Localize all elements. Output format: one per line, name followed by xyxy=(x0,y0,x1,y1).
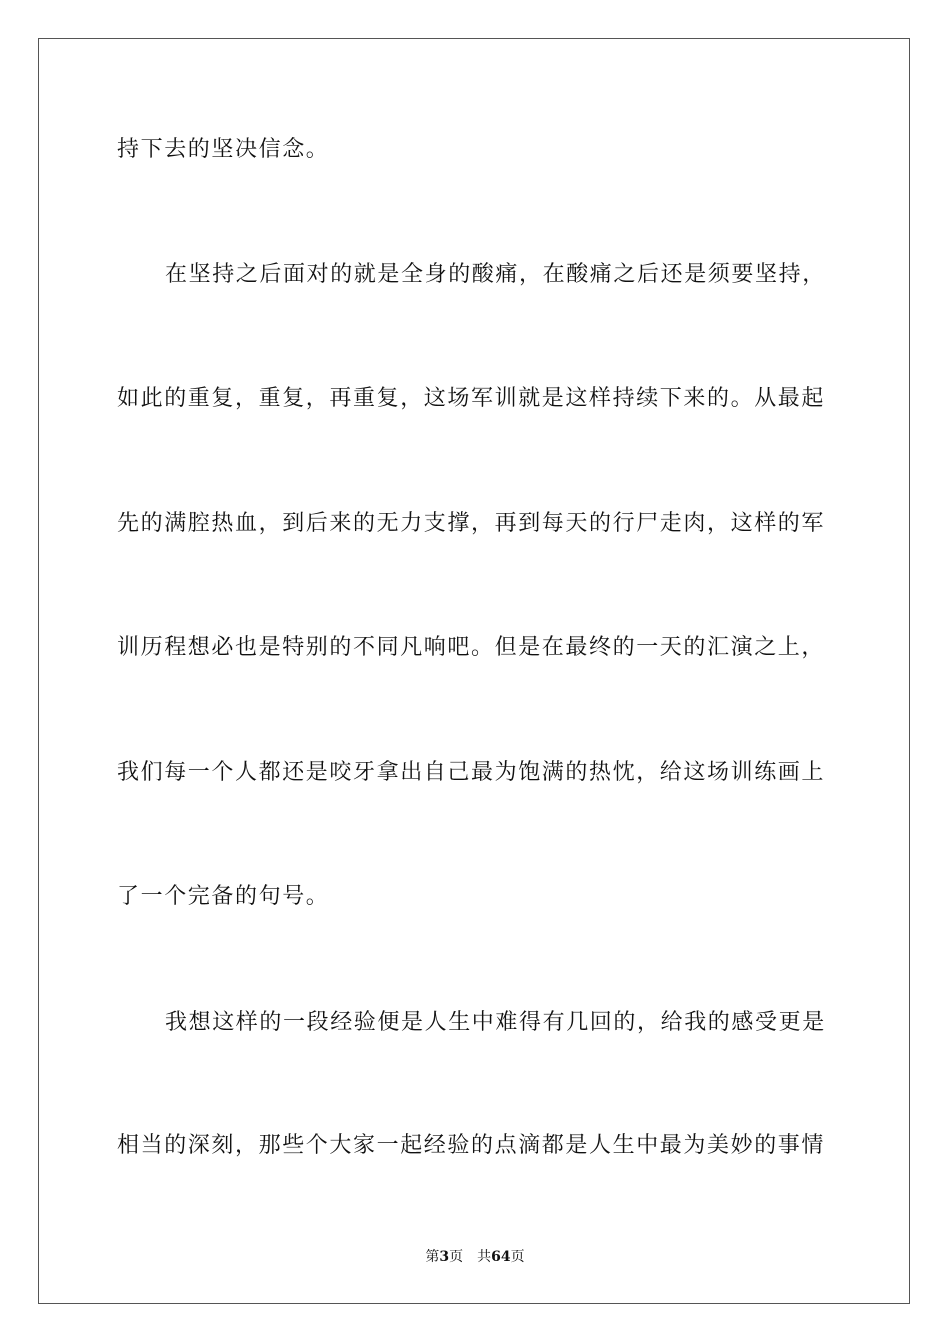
total-pages: 64 xyxy=(491,1249,511,1265)
text-line-9: 相当的深刻，那些个大家一起经验的点滴都是人生中最为美妙的事情 xyxy=(117,1133,826,1158)
text-line-5: 训历程想必也是特别的不同凡响吧。但是在最终的一天的汇演之上， xyxy=(117,635,826,660)
page-number: 3 xyxy=(439,1249,450,1265)
page-label-suffix: 页 xyxy=(449,1249,464,1265)
text-line-6: 我们每一个人都还是咬牙拿出自己最为饱满的热忱，给这场训练画上 xyxy=(117,760,826,785)
text-line-3: 如此的重复，重复，再重复，这场军训就是这样持续下来的。从最起 xyxy=(117,386,826,411)
total-label-suffix: 页 xyxy=(510,1249,525,1265)
text-line-7: 了一个完备的句号。 xyxy=(117,884,330,909)
text-line-8: 我想这样的一段经验便是人生中难得有几回的，给我的感受更是 xyxy=(165,1010,826,1035)
page-footer xyxy=(0,1247,950,1267)
total-label-prefix: 共 xyxy=(477,1249,492,1265)
text-line-4: 先的满腔热血，到后来的无力支撑，再到每天的行尸走肉，这样的军 xyxy=(117,511,826,536)
page-border xyxy=(38,38,910,1304)
text-line-2: 在坚持之后面对的就是全身的酸痛，在酸痛之后还是须要坚持， xyxy=(165,262,826,287)
text-line-1: 持下去的坚决信念。 xyxy=(117,137,330,162)
page-label-prefix: 第 xyxy=(425,1249,440,1265)
